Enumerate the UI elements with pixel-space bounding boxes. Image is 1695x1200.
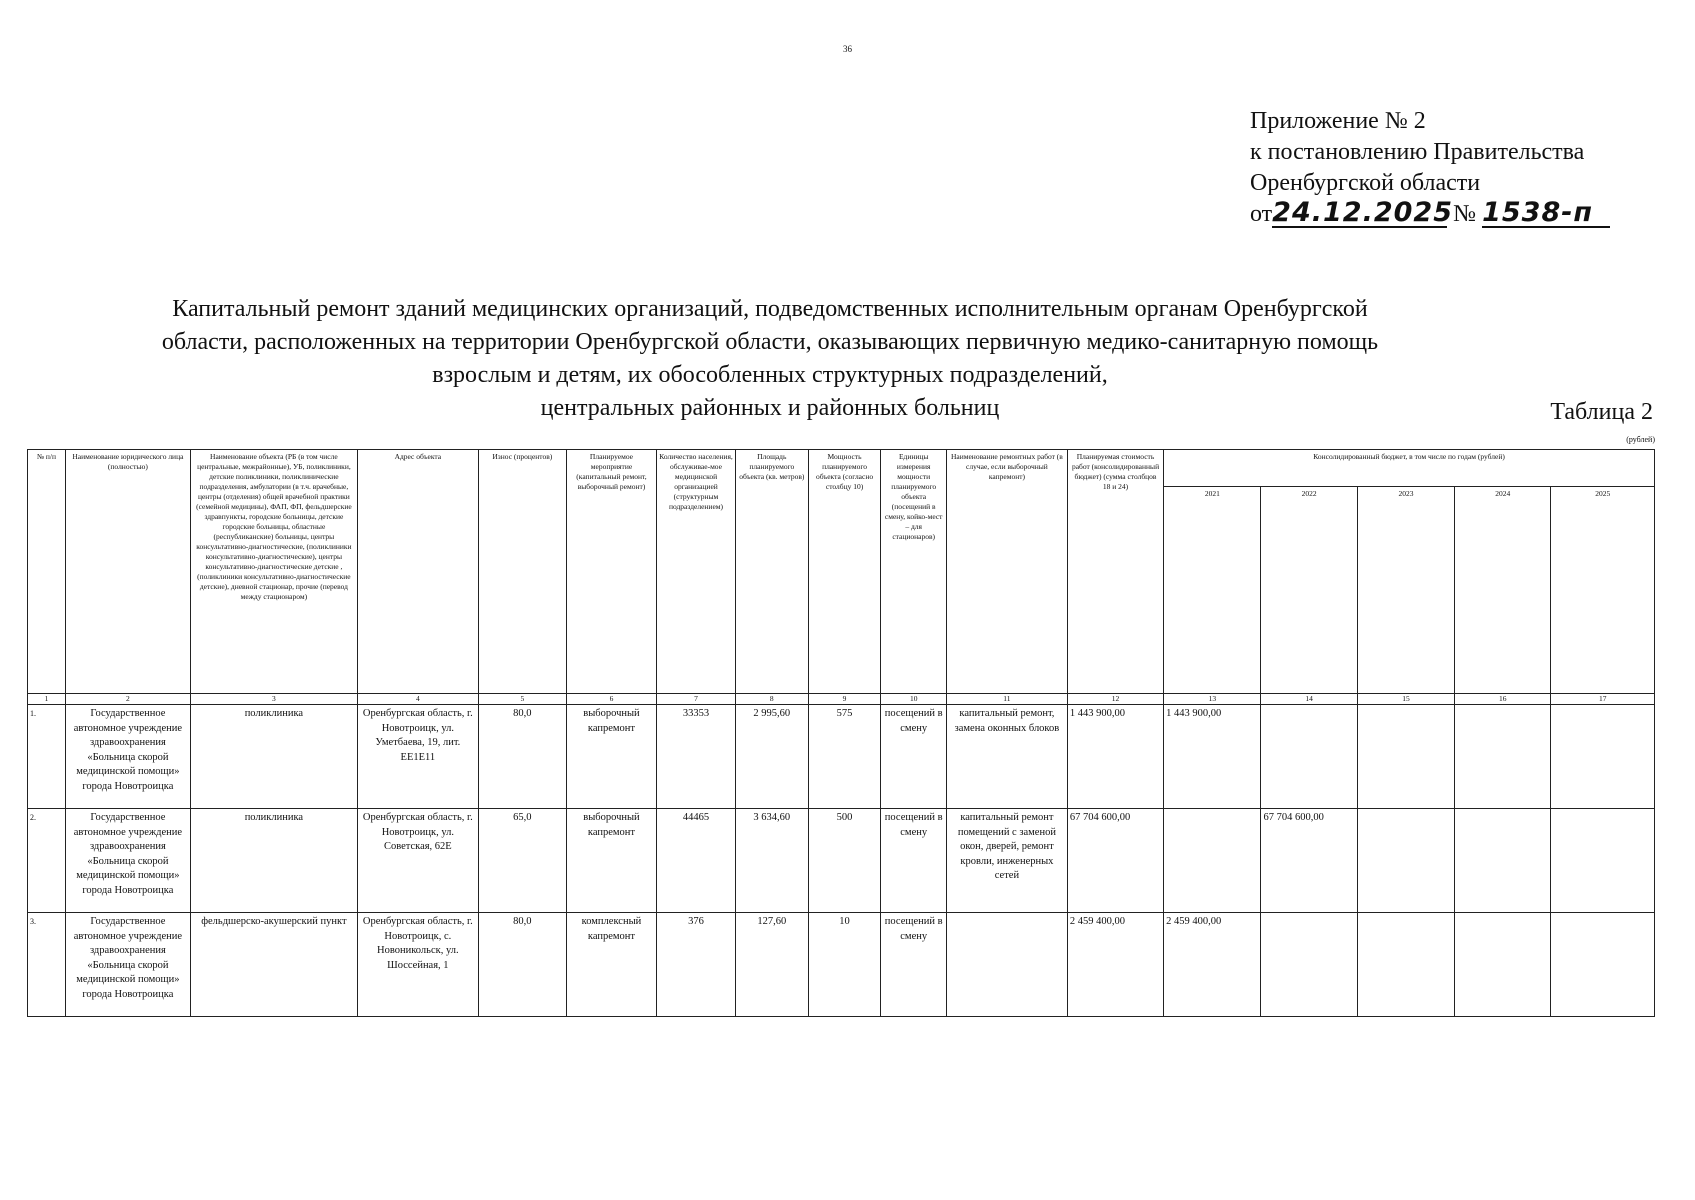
handwritten-date: 24.12.2025 — [1272, 197, 1453, 228]
budget-2024 — [1455, 913, 1551, 1017]
object-address: Оренбургская область, г. Новотроицк, с. Новоникольск, ул. Шоссейная, 1 — [357, 913, 478, 1017]
appendix-line-1: Приложение № 2 — [1250, 108, 1426, 134]
row-number: 3. — [28, 913, 66, 1017]
budget-2024 — [1455, 705, 1551, 809]
budget-2022 — [1261, 705, 1357, 809]
year-header: 2025 — [1551, 487, 1655, 694]
appendix-line-3: Оренбургской области — [1250, 170, 1481, 196]
repair-works: капитальный ремонт, замена оконных блоков — [946, 705, 1067, 809]
area: 127,60 — [735, 913, 808, 1017]
budget-2023 — [1357, 809, 1454, 913]
header-cell: Наименование объекта (РБ (в том числе центральные, межрайонные), УБ, поликлиники, детские поликлиники, поликлинические подразделения, амбулатории (в т.ч. врачебные, центры (отделения) общей врачебной практики (семейной медицины), ФАП, ФП, фельдшерские здравпункты, городские больницы, детские городские больницы, областные (республиканские) больницы, центры консультативно-диагностические, (поликлиники консультативно-диагностические), центры консультативно-диагностические детские , (поликлиники консультативно-диагностические детские), дневной стационар, прочие (перевод между стационаром) — [190, 450, 357, 694]
header-cell: № п/п — [28, 450, 66, 694]
column-number: 7 — [657, 694, 736, 705]
budget-2021: 2 459 400,00 — [1164, 913, 1261, 1017]
column-number: 11 — [946, 694, 1067, 705]
column-number: 14 — [1261, 694, 1357, 705]
header-cell: Наименование ремонтных работ (в случае, если выборочный капремонт) — [946, 450, 1067, 694]
title-line-2: области, расположенных на территории Оренбургской области, оказывающих первичную медико-санитарную помощь — [161, 329, 1379, 355]
capacity: 500 — [808, 809, 881, 913]
budget-2025 — [1551, 705, 1655, 809]
table-row — [28, 913, 1655, 1017]
page-number: 36 — [843, 44, 852, 54]
object-address: Оренбургская область, г. Новотроицк, ул. Уметбаева, 19, лит. ЕЕ1Е11 — [357, 705, 478, 809]
title-line-1: Капитальный ремонт зданий медицинских организаций, подведомственных исполнительным органам Оренбургской — [172, 296, 1368, 322]
planned-cost: 1 443 900,00 — [1067, 705, 1163, 809]
column-number: 1 — [28, 694, 66, 705]
repair-works: капитальный ремонт помещений с заменой окон, дверей, ремонт кровли, инженерных сетей — [946, 809, 1067, 913]
header-cell: Адрес объекта — [357, 450, 478, 694]
column-number: 4 — [357, 694, 478, 705]
column-number: 10 — [881, 694, 947, 705]
header-cell: Износ (процентов) — [478, 450, 566, 694]
year-header: 2024 — [1455, 487, 1551, 694]
year-header: 2022 — [1261, 487, 1357, 694]
column-number: 2 — [65, 694, 190, 705]
header-cell: Планируемая стоимость работ (консолидированный бюджет) (сумма столбцов 18 и 24) — [1067, 450, 1163, 694]
repair-works — [946, 913, 1067, 1017]
appendix-line-4 — [1250, 199, 1610, 230]
column-number: 5 — [478, 694, 566, 705]
area: 3 634,60 — [735, 809, 808, 913]
object-address: Оренбургская область, г. Новотроицк, ул. Советская, 62Е — [357, 809, 478, 913]
planned-measure: комплексный капремонт — [566, 913, 656, 1017]
planned-measure: выборочный капремонт — [566, 809, 656, 913]
header-cell: Мощность планируемого объекта (согласно столбцу 10) — [808, 450, 881, 694]
object-name: поликлиника — [190, 705, 357, 809]
year-header: 2021 — [1164, 487, 1261, 694]
header-cell: Количество населения, обслуживае-мое медицинской организацией (структурным подразделением) — [657, 450, 736, 694]
header-cell: Консолидированный бюджет, в том числе по годам (рублей) — [1164, 450, 1655, 487]
table-row — [28, 705, 1655, 809]
header-cell: Единицы измерения мощности планируемого объекта (посещений в смену, койко-мест – для стационаров) — [881, 450, 947, 694]
column-number: 3 — [190, 694, 357, 705]
capacity-unit: посещений в смену — [881, 913, 947, 1017]
year-header: 2023 — [1357, 487, 1454, 694]
population: 376 — [657, 913, 736, 1017]
table-row — [28, 809, 1655, 913]
title-line-4: центральных районных и районных больниц — [540, 395, 1000, 421]
row-number: 2. — [28, 809, 66, 913]
header-cell: Планируемое мероприятие (капитальный ремонт, выборочный ремонт) — [566, 450, 656, 694]
header-cell: Площадь планируемого объекта (кв. метров) — [735, 450, 808, 694]
column-number: 12 — [1067, 694, 1163, 705]
from-label: от — [1250, 201, 1273, 227]
document-title — [60, 293, 1480, 425]
wear-percent: 80,0 — [478, 913, 566, 1017]
planned-measure: выборочный капремонт — [566, 705, 656, 809]
object-name: фельдшерско-акушерский пункт — [190, 913, 357, 1017]
population: 44465 — [657, 809, 736, 913]
repair-table — [27, 449, 1655, 1017]
column-number: 8 — [735, 694, 808, 705]
header-cell: Наименование юридического лица (полностью) — [65, 450, 190, 694]
budget-2023 — [1357, 705, 1454, 809]
object-name: поликлиника — [190, 809, 357, 913]
table-label: Таблица 2 — [1550, 399, 1653, 425]
budget-2021: 1 443 900,00 — [1164, 705, 1261, 809]
row-number: 1. — [28, 705, 66, 809]
column-number: 13 — [1164, 694, 1261, 705]
planned-cost: 67 704 600,00 — [1067, 809, 1163, 913]
column-number: 9 — [808, 694, 881, 705]
column-number: 6 — [566, 694, 656, 705]
planned-cost: 2 459 400,00 — [1067, 913, 1163, 1017]
column-number-row — [28, 694, 1655, 705]
capacity-unit: посещений в смену — [881, 809, 947, 913]
capacity-unit: посещений в смену — [881, 705, 947, 809]
org-name: Государственное автономное учреждение здравоохранения «Больница скорой медицинской помощи» города Новотроицка — [65, 809, 190, 913]
org-name: Государственное автономное учреждение здравоохранения «Больница скорой медицинской помощи» города Новотроицка — [65, 913, 190, 1017]
budget-2024 — [1455, 809, 1551, 913]
column-number: 15 — [1357, 694, 1454, 705]
capacity: 575 — [808, 705, 881, 809]
budget-2023 — [1357, 913, 1454, 1017]
budget-2021 — [1164, 809, 1261, 913]
budget-2022 — [1261, 913, 1357, 1017]
wear-percent: 65,0 — [478, 809, 566, 913]
budget-2025 — [1551, 913, 1655, 1017]
column-number: 16 — [1455, 694, 1551, 705]
wear-percent: 80,0 — [478, 705, 566, 809]
handwritten-number: 1538-п — [1482, 200, 1610, 228]
population: 33353 — [657, 705, 736, 809]
area: 2 995,60 — [735, 705, 808, 809]
budget-2022: 67 704 600,00 — [1261, 809, 1357, 913]
title-line-3: взрослым и детям, их обособленных структурных подразделений, — [432, 362, 1108, 388]
org-name: Государственное автономное учреждение здравоохранения «Больница скорой медицинской помощи» города Новотроицка — [65, 705, 190, 809]
header-row — [28, 450, 1655, 487]
appendix-block — [1250, 106, 1610, 230]
budget-2025 — [1551, 809, 1655, 913]
column-number: 17 — [1551, 694, 1655, 705]
units-label: (рублей) — [1626, 435, 1655, 444]
number-label: № — [1453, 201, 1477, 227]
capacity: 10 — [808, 913, 881, 1017]
appendix-line-2: к постановлению Правительства — [1250, 139, 1585, 165]
